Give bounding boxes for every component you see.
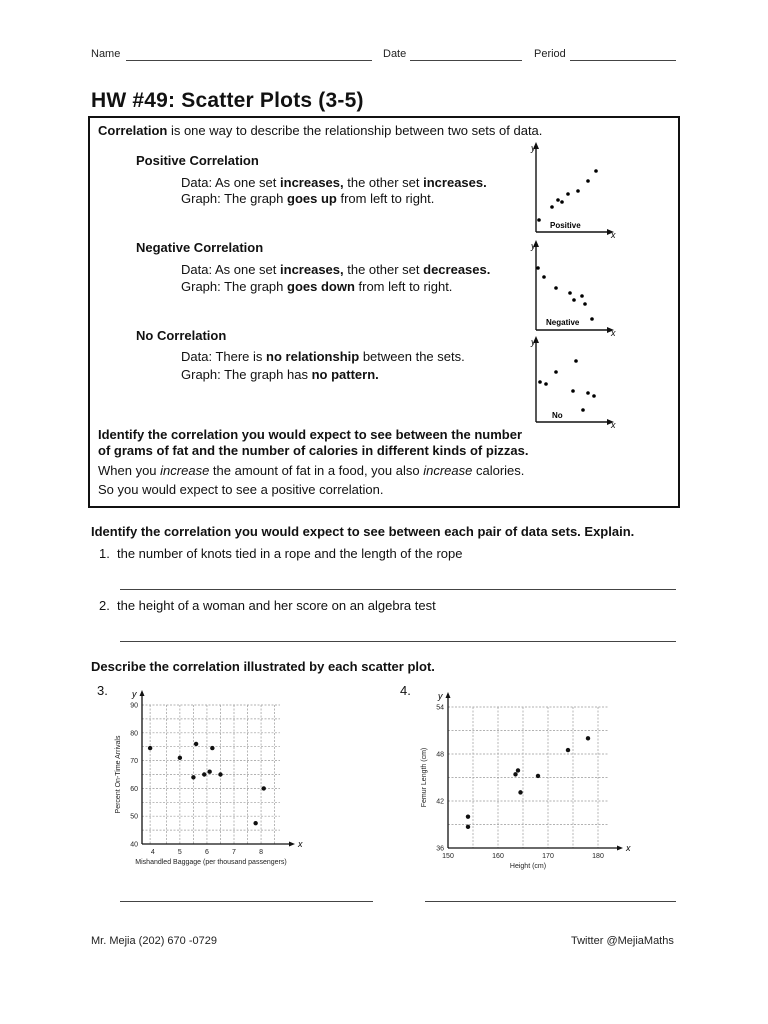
y-axis-letter: y <box>132 689 137 699</box>
mini-point <box>554 286 558 290</box>
x-tick-label: 6 <box>204 849 209 856</box>
mini-point <box>560 200 564 204</box>
y-axis-label: Percent On-Time Arrivals <box>115 735 122 814</box>
negative-graph: Graph: The graph goes down from left to right. <box>181 279 453 294</box>
mini-point <box>581 408 585 412</box>
answer-line-2[interactable] <box>120 641 676 642</box>
plot-3-number: 3. <box>97 683 108 698</box>
x-axis-label: Mishandled Baggage (per thousand passengers) <box>135 859 287 866</box>
period-label: Period <box>534 48 566 60</box>
chart-ticks <box>436 705 604 861</box>
data-point <box>566 748 570 752</box>
y-axis-letter: y <box>438 691 443 701</box>
question-2-number: 2. <box>99 598 110 613</box>
mini-point <box>550 205 554 209</box>
negative-data: Data: As one set increases, the other set decreases. <box>181 262 491 277</box>
y-tick-label: 60 <box>130 785 138 793</box>
mini-point <box>592 394 596 398</box>
data-point <box>178 756 182 760</box>
mini-point <box>556 198 560 202</box>
baggage-scatter-plot <box>112 678 303 870</box>
mini-point <box>566 192 570 196</box>
part2-instruction: Describe the correlation illustrated by each scatter plot. <box>91 659 435 674</box>
mini-point <box>576 189 580 193</box>
no-correlation-graph: Graph: The graph has no pattern. <box>181 367 379 382</box>
data-point <box>513 772 517 776</box>
question-2-text: the height of a woman and her score on an algebra test <box>117 598 436 613</box>
x-axis-letter: x <box>626 843 631 853</box>
mini-point <box>571 389 575 393</box>
mini-point <box>586 391 590 395</box>
name-blank[interactable] <box>126 60 372 61</box>
mini-y-letter: y <box>531 143 536 153</box>
y-axis-arrow <box>140 690 145 696</box>
answer-line-4[interactable] <box>425 901 676 902</box>
plot-4-number: 4. <box>400 683 411 698</box>
example-answer-line2: So you would expect to see a positive correlation. <box>98 482 384 497</box>
x-tick-label: 5 <box>177 849 182 856</box>
example-question-line2: of grams of fat and the number of calories in different kinds of pizzas. <box>98 443 529 458</box>
data-point <box>536 774 540 778</box>
mini-point <box>554 370 558 374</box>
page-title: HW #49: Scatter Plots (3-5) <box>91 89 364 112</box>
positive-data: Data: As one set increases, the other set increases. <box>181 175 487 190</box>
mini-point <box>538 380 542 384</box>
x-axis-letter: x <box>298 839 303 849</box>
data-point <box>516 768 520 772</box>
x-tick-label: 150 <box>442 853 454 860</box>
mini-y-letter: y <box>531 241 536 251</box>
negative-heading: Negative Correlation <box>136 240 264 255</box>
x-tick-label: 180 <box>592 853 604 860</box>
mini-label: Positive <box>550 221 581 230</box>
data-point <box>218 772 222 776</box>
mini-label: No <box>552 411 563 420</box>
footer-contact: Mr. Mejia (202) 670 -0729 <box>91 935 217 947</box>
data-point <box>586 736 590 740</box>
y-tick-label: 90 <box>130 702 138 710</box>
chart-grid <box>140 690 296 847</box>
y-tick-label: 42 <box>436 798 444 806</box>
period-blank[interactable] <box>570 60 676 61</box>
x-tick-label: 170 <box>542 853 554 860</box>
y-axis-label: Femur Length (cm) <box>421 747 428 808</box>
data-point <box>191 775 195 779</box>
mini-point <box>537 218 541 222</box>
answer-line-3[interactable] <box>120 901 373 902</box>
y-tick-label: 54 <box>436 704 444 712</box>
part1-instruction: Identify the correlation you would expect to see between each pair of data sets. Explain. <box>91 524 635 539</box>
mini-point <box>574 359 578 363</box>
mini-point <box>568 291 572 295</box>
x-tick-label: 4 <box>150 849 155 856</box>
example-question-line1: Identify the correlation you would expect to see between the number <box>98 427 523 442</box>
chart-grid <box>446 692 624 851</box>
positive-heading: Positive Correlation <box>136 153 259 168</box>
mini-x-letter: x <box>611 420 616 430</box>
question-1-number: 1. <box>99 546 110 561</box>
correlation-definition: Correlation is one way to describe the relationship between two sets of data. <box>98 123 543 138</box>
data-point <box>262 786 266 790</box>
mini-point <box>586 179 590 183</box>
date-blank[interactable] <box>410 60 522 61</box>
no-correlation-data: Data: There is no relationship between the sets. <box>181 349 465 364</box>
mini-y-letter: y <box>531 337 536 347</box>
y-tick-label: 50 <box>130 813 138 821</box>
y-tick-label: 40 <box>130 841 138 849</box>
x-tick-label: 160 <box>492 853 504 860</box>
x-axis-arrow <box>617 846 623 851</box>
mini-point <box>583 302 587 306</box>
data-point <box>194 742 198 746</box>
negative-mini-graph <box>526 238 626 338</box>
no-correlation-heading: No Correlation <box>136 328 227 343</box>
y-axis-arrow <box>446 692 451 698</box>
y-tick-label: 80 <box>130 730 138 738</box>
example-answer-line1: When you increase the amount of fat in a food, you also increase calories. <box>98 463 525 478</box>
x-axis-arrow <box>289 842 295 847</box>
x-axis-label: Height (cm) <box>509 863 547 870</box>
x-tick-label: 7 <box>232 849 236 856</box>
mini-x-letter: x <box>611 230 616 240</box>
data-point <box>148 746 152 750</box>
mini-point <box>544 382 548 386</box>
y-tick-label: 36 <box>436 845 444 853</box>
data-point <box>210 746 214 750</box>
chart-points <box>466 736 590 829</box>
question-1-text: the number of knots tied in a rope and the length of the rope <box>117 546 463 561</box>
mini-point <box>572 298 576 302</box>
positive-mini-graph <box>526 140 626 240</box>
data-point <box>466 825 470 829</box>
positive-graph: Graph: The graph goes up from left to right. <box>181 191 435 206</box>
mini-x-letter: x <box>611 328 616 338</box>
data-point <box>518 790 522 794</box>
x-tick-label: 8 <box>259 849 264 856</box>
femur-scatter-plot <box>415 678 631 874</box>
date-label: Date <box>383 48 407 60</box>
y-tick-label: 48 <box>436 751 444 759</box>
no-correlation-mini-graph <box>526 334 626 434</box>
answer-line-1[interactable] <box>120 589 676 590</box>
data-point <box>207 770 211 774</box>
mini-point <box>536 266 540 270</box>
data-point <box>253 821 257 825</box>
mini-point <box>580 294 584 298</box>
data-point <box>202 772 206 776</box>
y-tick-label: 70 <box>130 758 138 766</box>
footer-twitter: Twitter @MejiaMaths <box>571 935 674 947</box>
name-label: Name <box>91 48 121 60</box>
data-point <box>466 814 470 818</box>
mini-label: Negative <box>546 318 580 327</box>
mini-point <box>542 275 546 279</box>
mini-point <box>594 169 598 173</box>
mini-point <box>590 317 594 321</box>
